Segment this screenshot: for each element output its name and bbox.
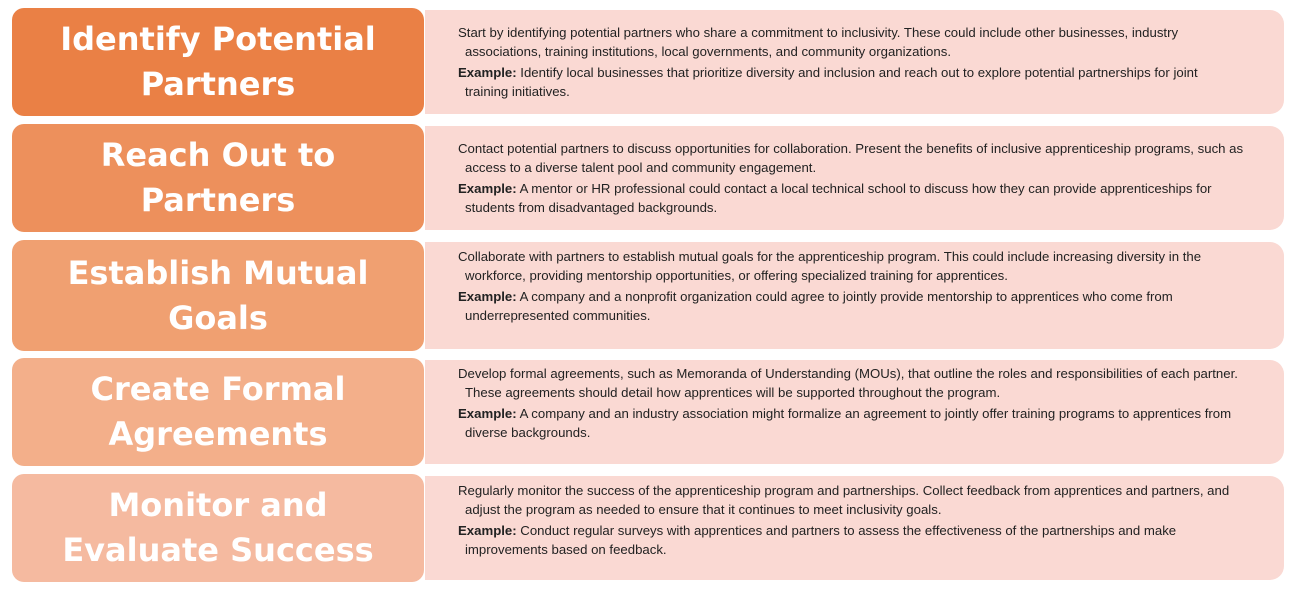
step-description-box: [425, 10, 1284, 114]
step-title-box: [12, 358, 424, 466]
step-title-box: [12, 474, 424, 582]
step-title: [62, 483, 373, 573]
step-description-box: [425, 360, 1284, 464]
step-example: [458, 64, 1244, 101]
example-text: Identify local businesses that prioritize diversity and inclusion and reach out to explore potential partnerships for joint training initiatives.: [465, 65, 1198, 99]
step-title: [101, 133, 336, 223]
example-text: A company and a nonprofit organization could agree to jointly provide mentorship to apprentices who come from underrepresented communities.: [465, 289, 1173, 323]
step-title: [60, 17, 376, 107]
step-row-monitor-evaluate: [12, 474, 1284, 582]
step-title-line1: Reach Out to: [100, 136, 336, 174]
step-description: Contact potential partners to discuss opportunities for collaboration. Present the benefits of inclusive apprenticeship programs, such as access to a diverse talent pool and community engagement.: [458, 141, 1244, 175]
step-title-line1: Establish Mutual: [67, 253, 369, 292]
step-example: [458, 522, 1244, 559]
step-row-formal-agreements: [12, 358, 1284, 466]
step-row-identify-partners: [12, 8, 1284, 116]
step-description: Develop formal agreements, such as Memoranda of Understanding (MOUs), that outline the roles and responsibilities of each partner. These agreements should detail how apprentices will be supported throughout the program.: [458, 366, 1238, 400]
step-title-line2: Agreements: [108, 415, 328, 453]
example-text: A mentor or HR professional could contact a local technical school to discuss how they can provide apprenticeships for students from disadvantaged backgrounds.: [465, 181, 1212, 215]
example-label: Example:: [458, 523, 517, 538]
step-description: Regularly monitor the success of the apprenticeship program and partnerships. Collect feedback from apprentices and partners, and adjust the program as needed to ensure that it continues to meet inclusivity goals.: [458, 483, 1230, 517]
step-title-box: [12, 124, 424, 232]
example-text: A company and an industry association might formalize an agreement to jointly offer training programs to apprentices from diverse backgrounds.: [465, 406, 1232, 440]
step-row-reach-out: [12, 124, 1284, 232]
example-label: Example:: [458, 289, 517, 304]
step-title-line2: Goals: [168, 298, 268, 337]
step-title-line1: Create Formal: [90, 370, 346, 408]
step-description: Start by identifying potential partners who share a commitment to inclusivity. These could include other businesses, industry associations, training institutions, local governments, and community organizations.: [458, 25, 1179, 59]
step-title: [91, 367, 346, 457]
example-label: Example:: [458, 406, 517, 421]
step-title-line2: Partners: [140, 65, 296, 103]
example-label: Example:: [458, 65, 517, 80]
step-example: [458, 405, 1244, 442]
step-title-box: [12, 8, 424, 116]
step-description-box: [425, 126, 1284, 230]
step-title-line2: Partners: [140, 181, 296, 219]
step-title-line1: Identify Potential: [60, 20, 376, 58]
step-example: [458, 180, 1244, 217]
step-title-line1: Monitor and: [108, 486, 328, 524]
step-title: [68, 251, 369, 341]
step-description: Collaborate with partners to establish mutual goals for the apprenticeship program. This could include increasing diversity in the workforce, providing mentorship opportunities, or offering specialized training for apprentices.: [458, 249, 1202, 283]
step-example: [458, 288, 1244, 325]
step-title-line2: Evaluate Success: [62, 531, 374, 569]
step-description-box: [425, 476, 1284, 580]
step-row-mutual-goals: [12, 240, 1284, 351]
step-description-box: [425, 242, 1284, 349]
step-title-box: [12, 240, 424, 351]
example-label: Example:: [458, 181, 517, 196]
example-text: Conduct regular surveys with apprentices and partners to assess the effectiveness of the partnerships and make improvements based on feedback.: [465, 523, 1177, 557]
